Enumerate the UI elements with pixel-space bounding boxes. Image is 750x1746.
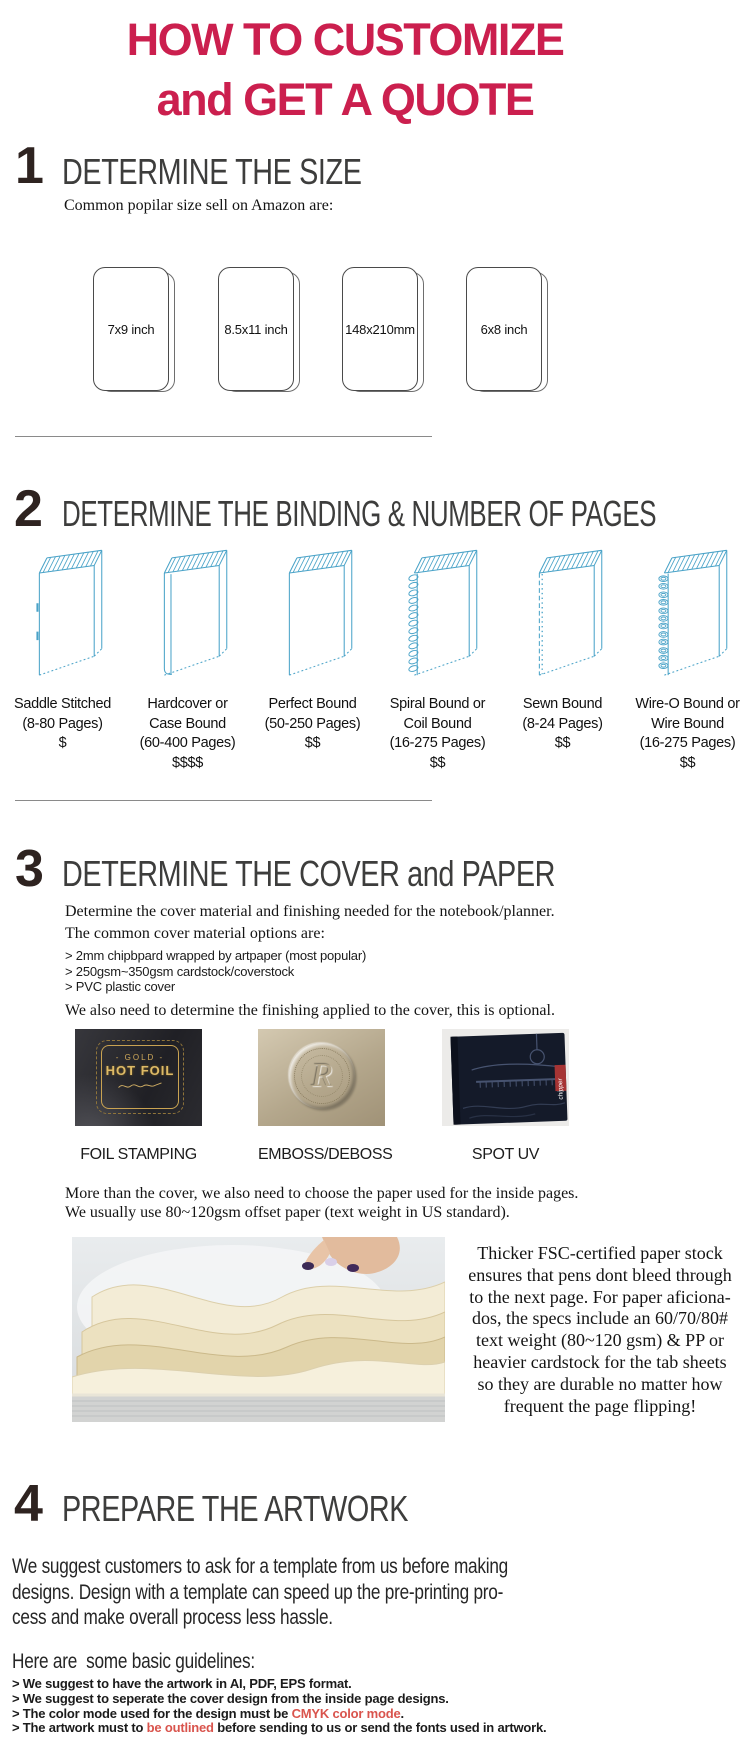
caption-foil-stamping: FOIL STAMPING	[80, 1146, 197, 1163]
paper-paragraph: Thicker FSC-certified paper stock ensures that pens dont bleed through to the next page. For paper aficiona- dos, the specs include an 60/70/80# text weight (80~120 gsm) & PP or heavier cardstock for the tab sheets so they are durable no matter how frequent the page flipping!	[468, 1243, 732, 1416]
material-item: > PVC plastic cover	[65, 979, 175, 994]
binding-option-sewn-bound	[500, 533, 625, 773]
book-illustration-sewn-bound-icon	[511, 533, 615, 683]
size-label: 6x8 inch	[480, 321, 528, 337]
guideline-item: > We suggest to seperate the cover design from the inside page designs.	[12, 1690, 449, 1706]
binding-label: Hardcover or Case Bound (60-400 Pages) $$$$	[139, 696, 236, 771]
section3-number: 3	[15, 840, 44, 898]
section2-number: 2	[14, 480, 43, 538]
page-title-line1: HOW TO CUSTOMIZE	[126, 14, 564, 65]
guideline-item: > We suggest to have the artwork in AI, PDF, EPS format.	[12, 1676, 352, 1691]
spot-uv-brand-text: chipper	[557, 1078, 565, 1100]
section4-body: We suggest customers to ask for a template from us before making designs. Design with a template can speed up the pre-printing pro- cess and make overall process less hassle.	[12, 1555, 508, 1629]
size-option-6x8	[466, 267, 548, 395]
caption-spot-uv: SPOT UV	[471, 1146, 540, 1163]
size-option-8.5x11	[218, 267, 300, 395]
section1-heading: DETERMINE THE SIZE	[62, 151, 362, 192]
finishing-note: We also need to determine the finishing applied to the cover, this is optional.	[65, 1002, 555, 1019]
caption-emboss-deboss: EMBOSS/DEBOSS	[258, 1146, 393, 1163]
size-box	[93, 267, 169, 391]
binding-label: Perfect Bound (50-250 Pages) $$	[264, 696, 361, 751]
binding-label: Spiral Bound or Coil Bound (16-275 Pages) $$	[389, 696, 486, 771]
size-box	[342, 267, 418, 391]
size-label: 8.5x11 inch	[224, 321, 288, 337]
binding-option-saddle-stitched	[0, 533, 125, 773]
binding-option-hardcover	[125, 533, 250, 773]
book-illustration-hardcover-icon	[136, 533, 240, 683]
section1-intro: Common popilar size sell on Amazon are:	[64, 197, 334, 214]
section3-heading: DETERMINE THE COVER and PAPER	[62, 853, 556, 894]
book-illustration-spiral-bound-icon	[386, 533, 490, 683]
size-label: 7x9 inch	[107, 321, 155, 337]
page-title	[0, 10, 690, 130]
section2-heading: DETERMINE THE BINDING & NUMBER OF PAGES	[62, 493, 657, 534]
size-option-148x210	[342, 267, 424, 395]
size-label: 148x210mm	[345, 321, 415, 337]
foil-main-text: HOT FOIL	[105, 1063, 175, 1078]
guidelines-title: Here are some basic guidelines:	[12, 1650, 255, 1673]
foil-top-text: - GOLD -	[115, 1053, 165, 1062]
size-option-7x9	[93, 267, 175, 395]
foil-script-squiggle	[117, 1080, 163, 1092]
book-illustration-saddle-stitched-icon	[11, 533, 115, 683]
guidelines-list	[12, 1677, 546, 1736]
section4-heading: PREPARE THE ARTWORK	[62, 1488, 409, 1529]
paper-notes: More than the cover, we also need to choose the paper used for the inside pages. We usually use 80~120gsm offset paper (text weight in US standard).	[65, 1185, 579, 1221]
guideline-item: > The color mode used for the design must be CMYK color mode.	[12, 1705, 404, 1721]
cover-material-list	[65, 948, 366, 995]
section-divider	[15, 436, 432, 437]
binding-option-perfect-bound	[250, 533, 375, 773]
book-illustration-wire-o-icon	[636, 533, 740, 683]
paper-stack-art	[72, 1237, 445, 1422]
binding-label: Wire-O Bound or Wire Bound (16-275 Pages) $$	[635, 696, 740, 771]
emboss-monogram: R	[311, 1057, 333, 1094]
spot-uv-photo	[442, 1029, 569, 1126]
material-item: > 2mm chipbpard wrapped by artpaper (most popular)	[65, 948, 367, 963]
spot-uv-cover-art	[442, 1029, 569, 1126]
foil-frame	[101, 1045, 179, 1109]
guideline-item: > The artwork must to be outlined before sending to us or send the fonts used in artwork.	[12, 1720, 547, 1736]
foil-stamping-photo	[75, 1029, 202, 1126]
material-item: > 250gsm~350gsm cardstock/coverstock	[65, 963, 295, 979]
size-box	[466, 267, 542, 391]
binding-option-spiral-bound	[375, 533, 500, 773]
page-title-line2: and GET A QUOTE	[156, 74, 534, 125]
binding-options-row	[0, 533, 750, 773]
book-illustration-perfect-bound-icon	[261, 533, 365, 683]
paper-stack-photo	[72, 1237, 445, 1422]
section1-number: 1	[15, 137, 44, 195]
section-divider	[15, 800, 432, 801]
binding-option-wire-o-bound	[625, 533, 750, 773]
emboss-seal	[289, 1043, 355, 1109]
binding-label: Saddle Stitched (8-80 Pages) $	[13, 696, 112, 751]
section4-number: 4	[14, 1475, 43, 1533]
size-box	[218, 267, 294, 391]
emboss-deboss-photo	[258, 1029, 385, 1126]
section3-intro: Determine the cover material and finishing needed for the notebook/planner. The common cover material options are:	[65, 903, 555, 942]
binding-label: Sewn Bound (8-24 Pages) $$	[522, 696, 603, 751]
